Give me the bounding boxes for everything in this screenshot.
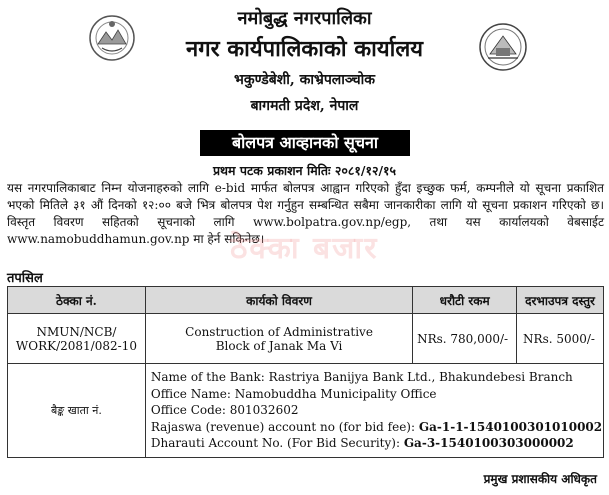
contract-no-cell <box>8 314 146 364</box>
notice-body: यस नगरपालिकाबाट निम्न योजनाहरुको लागि e-bid मार्फत बोलपत्र आह्वान गरिएको हुँदा इच्छुक फर्म, कम्पनीले यो सूचना प्रकाशित भएको मितिले ३१ औं दिनको १२:०० बजे भित्र बोलपत्र पेश गर्नुहुन सम्बन्धित सबैमा जानकारीका लागि यो सूचना प्रकाशन गरिएको छ। विस्तृत विवरण सहितको सूचनाको लागि www.bolpatra.gov.np/egp, तथा यस कार्यालयको वेबसाईट www.namobuddhamun.gov.np मा हेर्न सकिनेछ। <box>7 181 604 246</box>
fee-cell: NRs. 5000/- <box>517 314 604 364</box>
bank-office-name: Office Name: Namobuddha Municipality Office <box>150 386 437 401</box>
dharauti-account <box>151 435 603 452</box>
bank-name: Name of the Bank: Rastriya Banijya Bank Ltd., Bhakundebesi Branch <box>150 370 573 385</box>
revenue-account-number: Ga-1-1-1540100301010002 <box>418 419 603 434</box>
deposit-cell: NRs. 780,000/- <box>413 314 517 364</box>
dharauti-account-label: Dharauti Account No. (For Bid Security): <box>150 436 404 451</box>
header-deposit: धरौटी रकम <box>413 287 517 314</box>
contract-no-line1: NMUN/NCB/ <box>36 324 117 339</box>
description-line1: Construction of Administrative <box>185 324 373 339</box>
table-row <box>8 314 604 364</box>
bank-row <box>8 364 604 458</box>
bank-office-code: Office Code: 801032602 <box>150 403 299 418</box>
contract-no-line2: WORK/2081/082-10 <box>15 338 137 353</box>
notice-title: बोलपत्र आव्हानको सूचना <box>200 130 410 156</box>
tender-table <box>7 286 604 458</box>
table-header-row <box>8 287 604 314</box>
office-title: नगर कार्यपालिकाको कार्यालय <box>186 36 423 62</box>
signer-title: प्रमुख प्रशासकीय अधिकृत <box>483 472 597 486</box>
province-label: बागमती प्रदेश, नेपाल <box>250 98 359 114</box>
description-line2: Block of Janak Ma Vi <box>215 338 343 353</box>
bank-info-cell <box>145 364 603 458</box>
dharauti-account-number: Ga-3-1540100303000002 <box>403 436 574 451</box>
header-fee: दरभाउपत्र दस्तुर <box>517 287 604 314</box>
details-label: तपसिल <box>7 271 43 286</box>
revenue-account-label: Rajaswa (revenue) account no (for bid fee): <box>150 419 419 434</box>
municipality-name: नमोबुद्ध नगरपालिका <box>237 8 372 29</box>
office-location: भकुण्डेबेशी, काभ्रेपलाञ्चोक <box>234 72 375 88</box>
watermark-text: ठेक्का बजार <box>230 231 379 266</box>
bank-account-label: बैङ्क खाता नं. <box>8 364 146 458</box>
revenue-account <box>151 419 603 436</box>
description-cell <box>145 314 412 364</box>
header-contract-no: ठेक्का नं. <box>8 287 146 314</box>
header-description: कार्यको विवरण <box>145 287 412 314</box>
publication-date: प्रथम पटक प्रकाशन मितिः २०८१/१२/१५ <box>212 163 397 178</box>
